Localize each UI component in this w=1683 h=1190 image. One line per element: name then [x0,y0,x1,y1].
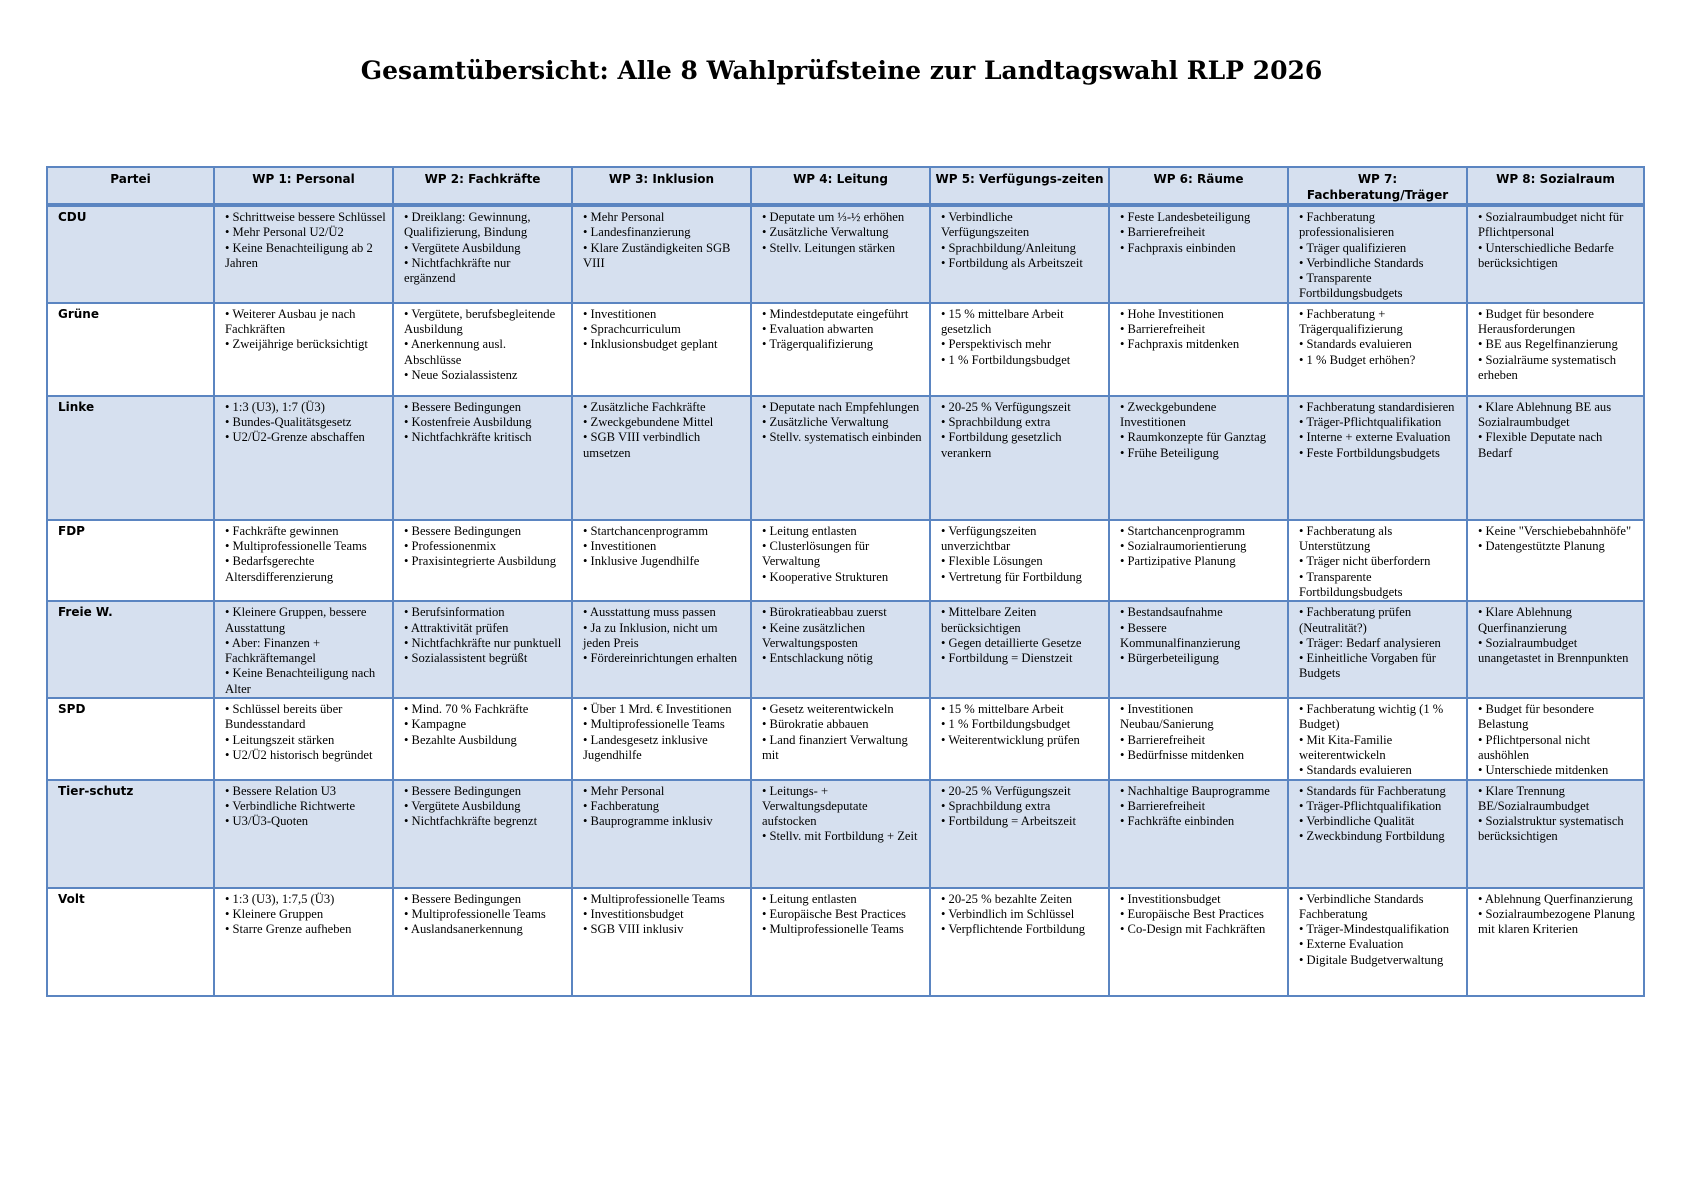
bullet-item: • Mind. 70 % Fachkräfte [404,702,529,717]
bullet-item: • Praxisintegrierte Ausbildung [404,554,557,569]
bullet-item: • Einheitliche Vorgaben für Budgets [1299,651,1436,681]
table-row [47,698,1644,779]
party-name: Grüne [47,303,214,396]
bullet-item: • Nichtfachkräfte begrenzt [404,814,538,829]
bullet-item: • Clusterlösungen für Verwaltung [762,539,870,569]
bullet-item: • Verbindliche Verfügungszeiten [941,210,1030,240]
table-cell [930,205,1109,303]
bullet-item: • Träger-Pflichtqualifikation [1299,798,1442,813]
table-cell [751,888,930,996]
bullet-item: • SGB VIII verbindlich umsetzen [583,430,701,460]
bullet-item: • Fachberatung wichtig (1 % Budget) [1299,702,1444,732]
bullet-item: • Barrierefreiheit [1120,225,1206,240]
bullet-item: • Leitung entlasten [762,523,857,538]
table-cell [1109,780,1288,888]
bullet-item: • Starre Grenze aufheben [225,922,352,937]
bullet-item: • Fachberatung [583,798,660,813]
table-cell [572,780,751,888]
bullet-item: • Ausstattung muss passen [583,605,716,620]
table-cell [1288,520,1467,601]
bullet-item: • Auslandsanerkennung [404,922,523,937]
bullet-item: • Mehr Personal U2/Ü2 [225,225,344,240]
bullet-item: • Evaluation abwarten [762,322,874,337]
bullet-item: • Mindestdeputate eingeführt [762,306,909,321]
table-cell [1467,520,1644,601]
column-header: WP 3: Inklusion [572,167,751,205]
bullet-item: • Zweckgebundene Mittel [583,415,714,430]
page-title: Gesamtübersicht: Alle 8 Wahlprüfsteine zur Landtagswahl RLP 2026 [360,56,1323,85]
column-header: WP 4: Leitung [751,167,930,205]
bullet-item: • Weiterentwicklung prüfen [941,732,1080,747]
table-cell [572,396,751,520]
bullet-item: • Externe Evaluation [1299,937,1404,952]
table-cell [1109,303,1288,396]
bullet-item: • Standards evaluieren [1299,337,1412,352]
bullet-item: • Transparente Fortbildungsbudgets [1299,569,1403,599]
table-row [47,205,1644,303]
bullet-item: • Interne + externe Evaluation [1299,430,1451,445]
table-cell [1467,205,1644,303]
table-cell [393,205,572,303]
bullet-item: • Budget für besondere Herausforderungen [1478,306,1594,337]
table-cell [751,520,930,601]
table-cell [1288,698,1467,779]
bullet-item: • 15 % mittelbare Arbeit gesetzlich [941,306,1064,337]
bullet-item: • Gegen detaillierte Gesetze [941,635,1082,650]
bullet-item: • Fachberatung professionalisieren [1299,210,1395,240]
column-header: WP 1: Personal [214,167,393,205]
bullet-item: • Fortbildung = Arbeitszeit [941,814,1076,829]
table-cell [572,303,751,396]
bullet-item: • Stellv. systematisch einbinden [762,430,922,445]
bullet-item: • Partizipative Planung [1120,554,1236,569]
bullet-item: • Nichtfachkräfte kritisch [404,430,532,445]
bullet-item: • Träger qualifizieren [1299,240,1407,255]
table-cell [1288,780,1467,888]
bullet-item: • Deputate um ⅓-½ erhöhen [762,210,905,224]
bullet-item: • 1:3 (U3), 1:7,5 (Ü3) [225,891,335,906]
bullet-item: • Bundes-Qualitätsgesetz [225,415,352,430]
bullet-item: • Berufsinformation [404,605,505,620]
bullet-item: • Nachhaltige Bauprogramme [1120,783,1270,798]
bullet-item: • Aber: Finanzen + Fachkräftemangel [225,635,321,666]
column-header: WP 8: Sozialraum [1467,167,1644,205]
table-cell [1288,205,1467,303]
bullet-item: • Kleinere Gruppen, bessere Ausstattung [225,605,367,635]
bullet-item: • Mittelbare Zeiten berücksichtigen [941,605,1037,635]
bullet-item: • Attraktivität prüfen [404,620,509,635]
bullet-item: • Anerkennung ausl. Abschlüsse [404,337,506,367]
table-cell [1467,303,1644,396]
bullet-item: • Co-Design mit Fachkräften [1120,922,1266,937]
bullet-item: • Fachberatung standardisieren [1299,399,1455,414]
bullet-item: • Sozialraumorientierung [1120,539,1247,554]
bullet-item: • Unterschiedliche Bedarfe berücksichtigen [1478,240,1614,270]
bullet-item: • Landesgesetz inklusive Jugendhilfe [583,732,708,762]
bullet-item: • Multiprofessionelle Teams [762,922,904,937]
bullet-item: • Verbindliche Qualität [1299,814,1415,829]
bullet-item: • Fachberatung + Trägerqualifizierung [1299,306,1403,337]
bullet-item: • Fachberatung prüfen (Neutralität?) [1299,605,1412,635]
table-cell [1467,396,1644,520]
party-name: SPD [47,698,214,779]
bullet-item: • Vergütete Ausbildung [404,798,521,813]
bullet-item: • Bedürfnisse mitdenken [1120,747,1245,762]
bullet-item: • Mehr Personal [583,210,665,224]
bullet-item: • Träger-Mindestqualifikation [1299,922,1450,937]
bullet-item: • Feste Landesbeteiligung [1120,210,1251,224]
bullet-item: • 15 % mittelbare Arbeit [941,702,1064,717]
bullet-item: • Frühe Beteiligung [1120,445,1219,460]
table-cell [572,698,751,779]
bullet-item: • Multiprofessionelle Teams [583,717,725,732]
bullet-item: • Barrierefreiheit [1120,322,1206,337]
bullet-item: • Professionenmix [404,539,497,554]
table-cell [572,601,751,698]
bullet-item: • Verbindlich im Schlüssel [941,906,1075,921]
table-cell [1467,888,1644,996]
bullet-item: • Deputate nach Empfehlungen [762,399,920,414]
bullet-item: • BE aus Regelfinanzierung [1478,337,1618,352]
bullet-item: • Ablehnung Querfinanzierung [1478,891,1633,906]
bullet-item: • Bauprogramme inklusiv [583,814,713,829]
bullet-item: • Barrierefreiheit [1120,732,1206,747]
bullet-item: • Sprachbildung extra [941,415,1051,430]
bullet-item: • U3/Ü3-Quoten [225,814,309,829]
bullet-item: • Mit Kita-Familie weiterentwickeln [1299,732,1393,762]
bullet-item: • Bessere Bedingungen [404,523,522,538]
bullet-item: • Verbindliche Richtwerte [225,798,356,813]
table-cell [1288,888,1467,996]
bullet-item: • Investitionsbudget [1120,891,1221,906]
bullet-item: • Träger: Bedarf analysieren [1299,635,1441,650]
table-row [47,303,1644,396]
table-cell [1288,601,1467,698]
bullet-item: • Flexible Lösungen [941,554,1043,569]
bullet-item: • U2/Ü2-Grenze abschaffen [225,430,365,445]
bullet-item: • Startchancenprogramm [583,523,709,538]
bullet-item: • Landesfinanzierung [583,225,691,240]
bullet-item: • Bessere Bedingungen [404,891,522,906]
bullet-item: • Sozialassistent begrüßt [404,651,528,666]
table-cell [1288,303,1467,396]
bullet-item: • Bessere Bedingungen [404,783,522,798]
bullet-item: • Fachberatung als Unterstützung [1299,523,1393,554]
bullet-item: • Multiprofessionelle Teams [225,539,367,554]
bullet-item: • Bürokratieabbau zuerst [762,605,887,620]
bullet-item: • Vertretung für Fortbildung [941,569,1082,584]
table-cell [1109,698,1288,779]
bullet-item: • Bessere Kommunalfinanzierung [1120,620,1241,650]
bullet-item: • Weiterer Ausbau je nach Fachkräften [225,306,356,337]
bullet-item: • Zusätzliche Verwaltung [762,415,889,430]
bullet-item: • 1:3 (U3), 1:7 (Ü3) [225,399,325,414]
bullet-item: • Bestandsaufnahme [1120,605,1223,620]
bullet-item: • Bessere Relation U3 [225,783,337,798]
bullet-item: • 1 % Budget erhöhen? [1299,352,1416,367]
table-cell [393,303,572,396]
bullet-item: • Land finanziert Verwaltung mit [762,732,908,762]
bullet-item: • Keine Benachteiligung ab 2 Jahren [225,240,373,270]
table-cell [930,396,1109,520]
bullet-item: • Sozialraumbudget unangetastet in Brennpunkten [1478,635,1629,666]
table-cell [751,396,930,520]
bullet-item: • Fortbildung gesetzlich verankern [941,430,1062,460]
bullet-item: • Investitionen [583,539,657,554]
bullet-item: • Kostenfreie Ausbildung [404,415,532,430]
bullet-item: • Feste Fortbildungsbudgets [1299,445,1440,460]
bullet-item: • Flexible Deputate nach Bedarf [1478,430,1603,460]
table-cell [393,780,572,888]
table-cell [751,601,930,698]
bullet-item: • Fördereinrichtungen erhalten [583,651,738,666]
table-cell [1467,780,1644,888]
bullet-item: • Über 1 Mrd. € Investitionen [583,702,732,717]
bullet-item: • Sprachcurriculum [583,322,681,337]
bullet-item: • Raumkonzepte für Ganztag [1120,430,1267,445]
bullet-item: • Inklusive Jugendhilfe [583,554,700,569]
bullet-item: • Budget für besondere Belastung [1478,702,1594,732]
party-name: CDU [47,205,214,303]
bullet-item: • Transparente Fortbildungsbudgets [1299,271,1403,301]
bullet-item: • Investitionen Neubau/Sanierung [1120,702,1214,732]
bullet-item: • Träger nicht überfordern [1299,554,1431,569]
bullet-item: • Zweckgebundene Investitionen [1120,399,1217,430]
overview-table [46,166,1645,997]
bullet-item: • Fachkräfte einbinden [1120,814,1235,829]
column-header: WP 2: Fachkräfte [393,167,572,205]
bullet-item: • Standards evaluieren [1299,763,1412,778]
bullet-item: • Nichtfachkräfte nur ergänzend [404,255,511,286]
party-name: FDP [47,520,214,601]
bullet-item: • Nichtfachkräfte nur punktuell [404,635,562,650]
bullet-item: • Verbindliche Standards [1299,255,1424,270]
table-row [47,888,1644,996]
bullet-item: • SGB VIII inklusiv [583,922,684,937]
table-cell [751,780,930,888]
bullet-item: • Datengestützte Planung [1478,539,1605,554]
bullet-item: • Europäische Best Practices [1120,906,1264,921]
bullet-item: • Gesetz weiterentwickeln [762,702,894,717]
table-cell [751,698,930,779]
bullet-item: • Verbindliche Standards Fachberatung [1299,891,1424,921]
party-name: Volt [47,888,214,996]
table-cell [214,520,393,601]
bullet-item: • Pflichtpersonal nicht aushöhlen [1478,732,1591,762]
bullet-item: • Schrittweise bessere Schlüssel [225,210,386,224]
bullet-item: • Inklusionsbudget geplant [583,337,718,352]
bullet-item: • Dreiklang: Gewinnung, Qualifizierung, Bindung [404,210,531,240]
table-row [47,601,1644,698]
bullet-item: • Europäische Best Practices [762,906,906,921]
bullet-item: • 1 % Fortbildungsbudget [941,717,1071,732]
bullet-item: • Kooperative Strukturen [762,569,889,584]
table-cell [572,520,751,601]
bullet-item: • Barrierefreiheit [1120,798,1206,813]
bullet-item: • Zusätzliche Fachkräfte [583,399,706,414]
table-row [47,396,1644,520]
bullet-item: • Investitionen [583,306,657,321]
bullet-item: • Sprachbildung extra [941,798,1051,813]
bullet-item: • Investitionsbudget [583,906,684,921]
bullet-item: • Sozialraumbezogene Planung mit klaren Kriterien [1478,906,1635,937]
table-cell [214,698,393,779]
bullet-item: • Fortbildung als Arbeitszeit [941,255,1083,270]
table-cell [930,601,1109,698]
bullet-item: • Klare Ablehnung Querfinanzierung [1478,605,1572,635]
bullet-item: • Zweckbindung Fortbildung [1299,829,1445,844]
bullet-item: • Bezahlte Ausbildung [404,732,517,747]
bullet-item: • Verfügungszeiten unverzichtbar [941,523,1037,554]
bullet-item: • Vergütete Ausbildung [404,240,521,255]
bullet-item: • Sozialraumbudget nicht für Pflichtpersonal [1478,210,1624,240]
table-cell [1467,698,1644,779]
table-cell [930,888,1109,996]
table-cell [1288,396,1467,520]
bullet-item: • Vergütete, berufsbegleitende Ausbildung [404,306,556,337]
bullet-item: • Multiprofessionelle Teams [404,906,546,921]
table-cell [930,303,1109,396]
bullet-item: • Leitungs- + Verwaltungsdeputate aufstocken [762,783,868,829]
bullet-item: • Fachpraxis einbinden [1120,240,1236,255]
table-cell [572,888,751,996]
bullet-item: • Zusätzliche Verwaltung [762,225,889,240]
bullet-item: • Perspektivisch mehr [941,337,1052,352]
bullet-item: • 20-25 % Verfügungszeit [941,783,1071,798]
party-name: Freie W. [47,601,214,698]
bullet-item: • Verpflichtende Fortbildung [941,922,1086,937]
bullet-item: • Standards für Fachberatung [1299,783,1446,798]
bullet-item: • Multiprofessionelle Teams [583,891,725,906]
bullet-item: • Keine "Verschiebebahnhöfe" [1478,523,1632,538]
table-cell [393,888,572,996]
bullet-item: • Träger-Pflichtqualifikation [1299,415,1442,430]
bullet-item: • Zweijährige berücksichtigt [225,337,368,352]
bullet-item: • Keine zusätzlichen Verwaltungsposten [762,620,866,650]
table-cell [1109,520,1288,601]
bullet-item: • U2/Ü2 historisch begründet [225,747,373,762]
bullet-item: • Stellv. Leitungen stärken [762,240,895,255]
table-row [47,520,1644,601]
bullet-item: • Sozialstruktur systematisch berücksichtigen [1478,814,1624,844]
table-cell [214,780,393,888]
bullet-item: • Neue Sozialassistenz [404,367,518,382]
bullet-item: • Fachpraxis mitdenken [1120,337,1240,352]
bullet-item: • Mehr Personal [583,783,665,798]
bullet-item: • Leitung entlasten [762,891,857,906]
column-header: Partei [47,167,214,205]
bullet-item: • Kleinere Gruppen [225,906,324,921]
table-cell [393,520,572,601]
bullet-item: • Fortbildung = Dienstzeit [941,651,1073,666]
bullet-item: • 20-25 % bezahlte Zeiten [941,891,1072,906]
bullet-item: • Keine Benachteiligung nach Alter [225,666,376,696]
table-cell [1109,601,1288,698]
table-header-row [47,167,1644,205]
bullet-item: • Fachkräfte gewinnen [225,523,339,538]
table-cell [1109,205,1288,303]
party-name: Tier-schutz [47,780,214,888]
table-cell [572,205,751,303]
bullet-item: • Leitungszeit stärken [225,732,335,747]
column-header: WP 7: Fachberatung/Träger [1288,167,1467,205]
table-cell [1109,396,1288,520]
table-cell [214,601,393,698]
bullet-item: • Startchancenprogramm [1120,523,1246,538]
column-header: WP 5: Verfügungs-zeiten [930,167,1109,205]
table-cell [930,520,1109,601]
table-cell [393,396,572,520]
bullet-item: • Schlüssel bereits über Bundesstandard [225,702,343,732]
table-cell [751,205,930,303]
bullet-item: • Ja zu Inklusion, nicht um jeden Preis [583,620,718,650]
table-cell [393,601,572,698]
table-cell [930,698,1109,779]
bullet-item: • Unterschiede mitdenken [1478,763,1609,778]
table-cell [930,780,1109,888]
bullet-item: • Klare Trennung BE/Sozialraumbudget [1478,783,1590,813]
bullet-item: • Bedarfsgerechte Altersdifferenzierung [225,554,334,584]
bullet-item: • Bessere Bedingungen [404,399,522,414]
bullet-item: • Klare Zuständigkeiten SGB VIII [583,240,731,270]
table-cell [393,698,572,779]
bullet-item: • Entschlackung nötig [762,651,873,666]
table-cell [214,888,393,996]
bullet-item: • Kampagne [404,717,467,732]
bullet-item: • Stellv. mit Fortbildung + Zeit [762,829,918,844]
bullet-item: • Trägerqualifizierung [762,337,874,352]
bullet-item: • Hohe Investitionen [1120,306,1224,321]
bullet-item: • Sprachbildung/Anleitung [941,240,1076,255]
bullet-item: • Digitale Budgetverwaltung [1299,952,1444,967]
table-cell [214,396,393,520]
bullet-item: • 20-25 % Verfügungszeit [941,399,1071,414]
table-row [47,780,1644,888]
table-cell [214,205,393,303]
column-header: WP 6: Räume [1109,167,1288,205]
table-cell [751,303,930,396]
bullet-item: • Bürgerbeteiligung [1120,651,1219,666]
bullet-item: • Sozialräume systematisch erheben [1478,352,1617,382]
table-cell [1467,601,1644,698]
bullet-item: • 1 % Fortbildungsbudget [941,352,1071,367]
party-name: Linke [47,396,214,520]
table-cell [1109,888,1288,996]
bullet-item: • Klare Ablehnung BE aus Sozialraumbudget [1478,399,1612,430]
bullet-item: • Bürokratie abbauen [762,717,869,732]
table-cell [214,303,393,396]
